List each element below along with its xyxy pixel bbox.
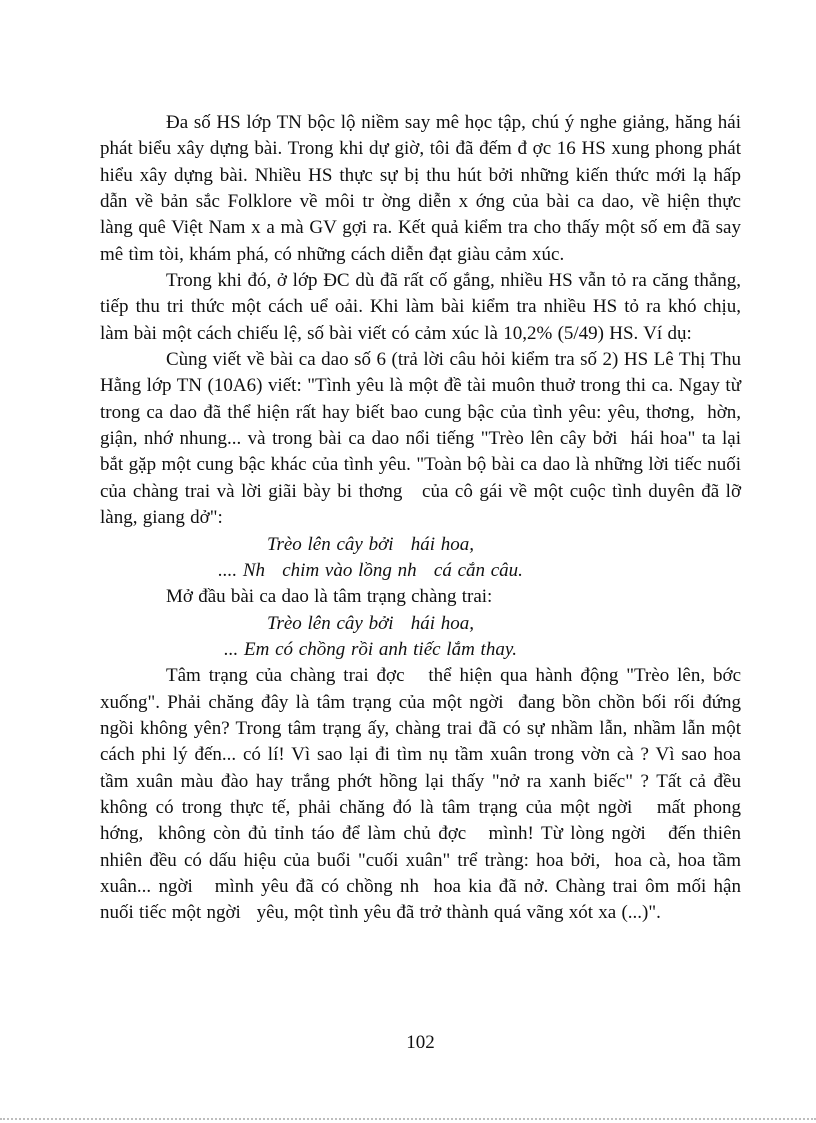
verse-line-4: ... Em có chồng rồi anh tiếc lắm thay. [224,638,517,660]
paragraph-intro-tn-class: Đa số HS lớp TN bộc lộ niềm say mê học tập, chú ý nghe giảng, hăng hái phát biểu xây dựng bài. Trong khi dự giờ, tôi đã đếm đ ợc 16 HS xung phong phát hiểu xây dựng bài. Nhiều HS thực sự bị thu hút bởi những kiến thức mới lạ hấp dẫn về bản sắc Folklore về môi tr ờng diễn x ớng của bài ca dao, về hiện thực làng quê Việt Nam x a mà GV gợi ra. Kết quả kiểm tra cho thấy một số em đã say mê tìm tòi, khám phá, có những cách diễn đạt giàu cảm xúc. [100,112,752,265]
paragraph-dc-class: Trong khi đó, ở lớp ĐC dù đã rất cố gắng, nhiều HS vẫn tỏ ra căng thẳng, tiếp thu tri thức một cách uể oải. Khi làm bài kiểm tra nhiều HS tỏ ra khó chịu, làm bài một cách chiếu lệ, số bài viết có cảm xúc là 10,2% (5/49) HS. Ví dụ: [100,270,747,344]
text-block [100,110,752,927]
verse-line-3: Trèo lên cây bởi hái hoa, [266,612,475,634]
verse-line-1: Trèo lên cây bởi hái hoa, [266,533,475,555]
paragraph-analysis: Tâm trạng của chàng trai đợc thể hiện qua hành động "Trèo lên, bớc xuống". Phải chăng đây là tâm trạng của một ngời đang bồn chồn bối rối đứng ngồi không yên? Trong tâm trạng ấy, chàng trai đã có sự nhầm lẫn, nhầm lẫn một cách phi lý đến... có lí! Vì sao lại đi tìm nụ tầm xuân trong vờn cà ? Vì sao hoa tầm xuân màu đào hay trắng phớt hồng lại thấy "nở ra xanh biếc" ? Tất cả đều không có trong thực tế, phải chăng đó là tâm trạng của một ngời mất phong hớng, không còn đủ tỉnh táo để làm chủ đợc mình! Từ lòng ngời đến thiên nhiên đều có dấu hiệu của buổi "cuối xuân" trể tràng: hoa bởi, hoa cà, hoa tầm xuân... ngời mình yêu đã có chồng nh hoa kia đã nở. Chàng trai ôm mối hận nuối tiếc một ngời yêu, một tình yêu đã trở thành quá vãng xót xa (...)". [100,665,752,924]
paragraph-mo-dau: Mở đầu bài ca dao là tâm trạng chàng trai: [166,586,493,608]
page-number: 102 [406,1032,435,1053]
paragraph-student-example: Cùng viết về bài ca dao số 6 (trả lời câu hỏi kiểm tra số 2) HS Lê Thị Thu Hằng lớp TN (10A6) viết: "Tình yêu là một đề tài muôn thuở trong thi ca. Ngay từ trong ca dao đã thể hiện rất hay biết bao cung bậc của tình yêu: yêu, thơng, hờn, giận, nhớ nhung... và trong bài ca dao nổi tiếng "Trèo lên cây bởi hái hoa" ta lại bắt gặp một cung bậc khác của tình yêu. "Toàn bộ bài ca dao là những lời tiếc nuối của chàng trai và lời giãi bày bi thơng của cô gái về một cuộc tình duyên đã lỡ làng, giang dở": [100,349,747,529]
page-break-dotted-line [0,1118,816,1120]
verse-line-2: .... Nh chim vào lồng nh cá cắn câu. [218,559,523,581]
